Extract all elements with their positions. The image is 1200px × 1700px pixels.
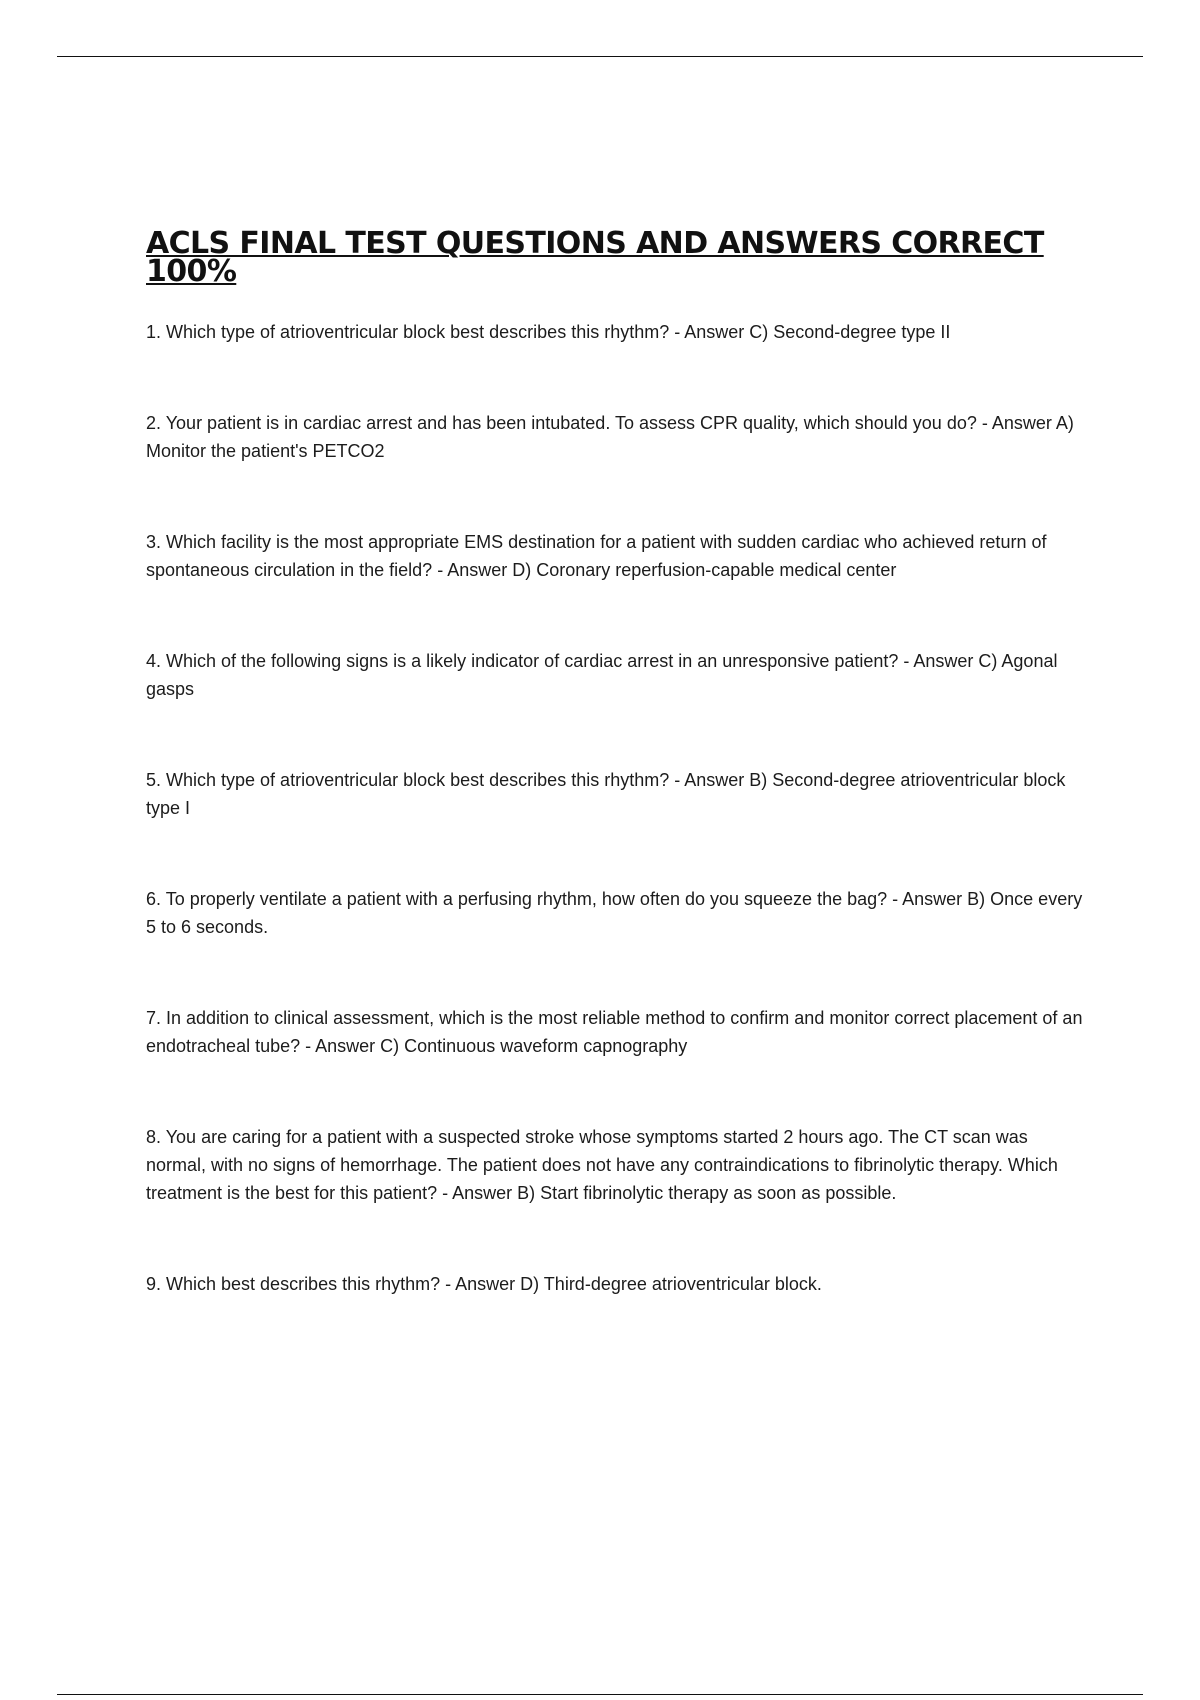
qa-item-6: 6. To properly ventilate a patient with a perfusing rhythm, how often do you squeeze the bag? - Answer B) Once every 5 to 6 seconds.: [146, 889, 1083, 937]
qa-item-4: 4. Which of the following signs is a likely indicator of cardiac arrest in an unresponsive patient? - Answer C) Agonal gasps: [146, 651, 1058, 699]
qa-item-9: 9. Which best describes this rhythm? - Answer D) Third-degree atrioventricular block.: [146, 1274, 822, 1294]
question-answer-list: [146, 318, 1086, 1298]
qa-item-7: 7. In addition to clinical assessment, which is the most reliable method to confirm and monitor correct placement of an endotracheal tube? - Answer C) Continuous waveform capnography: [146, 1008, 1083, 1056]
document-body: [146, 226, 1086, 1361]
page-top-rule: [57, 56, 1143, 57]
qa-item-2: 2. Your patient is in cardiac arrest and has been intubated. To assess CPR quality, which should you do? - Answer A) Monitor the patient's PETCO2: [146, 413, 1074, 461]
document-title: ACLS FINAL TEST QUESTIONS AND ANSWERS CORRECT 100%: [146, 226, 1044, 289]
qa-item-1: 1. Which type of atrioventricular block best describes this rhythm? - Answer C) Second-degree type II: [146, 322, 951, 342]
page-bottom-rule: [57, 1694, 1143, 1695]
qa-item-8: 8. You are caring for a patient with a suspected stroke whose symptoms started 2 hours ago. The CT scan was normal, with no signs of hemorrhage. The patient does not have any contraindications to fibrinolytic therapy. Which treatment is the best for this patient? - Answer B) Start fibrinolytic therapy as soon as possible.: [146, 1127, 1058, 1203]
qa-item-5: 5. Which type of atrioventricular block best describes this rhythm? - Answer B) Second-degree atrioventricular block type I: [146, 770, 1066, 818]
qa-item-3: 3. Which facility is the most appropriate EMS destination for a patient with sudden cardiac who achieved return of spontaneous circulation in the field? - Answer D) Coronary reperfusion-capable medical center: [146, 532, 1047, 580]
